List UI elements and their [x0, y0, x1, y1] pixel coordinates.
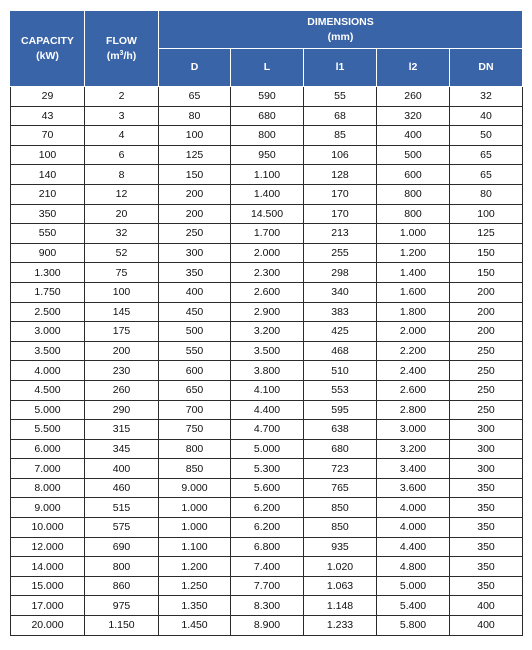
cell-l: 1.100 [231, 165, 304, 185]
cell-l1: 935 [304, 537, 377, 557]
cell-capacity: 70 [11, 126, 85, 146]
cell-l1: 170 [304, 184, 377, 204]
cell-flow: 460 [85, 478, 159, 498]
cell-d: 750 [159, 420, 231, 440]
cell-l2: 5.000 [377, 576, 450, 596]
cell-l1: 340 [304, 282, 377, 302]
cell-flow: 12 [85, 184, 159, 204]
cell-flow: 400 [85, 459, 159, 479]
cell-d: 1.000 [159, 498, 231, 518]
cell-flow: 6 [85, 145, 159, 165]
cell-l2: 600 [377, 165, 450, 185]
cell-l1: 723 [304, 459, 377, 479]
cell-capacity: 29 [11, 87, 85, 107]
cell-dn: 250 [450, 341, 523, 361]
cell-flow: 3 [85, 106, 159, 126]
cell-flow: 290 [85, 400, 159, 420]
cell-l: 1.400 [231, 184, 304, 204]
cell-capacity: 7.000 [11, 459, 85, 479]
table-row [11, 596, 523, 616]
cell-l: 7.700 [231, 576, 304, 596]
table-row [11, 459, 523, 479]
cell-capacity: 100 [11, 145, 85, 165]
header-capacity [11, 11, 85, 87]
cell-d: 150 [159, 165, 231, 185]
cell-flow: 75 [85, 263, 159, 283]
cell-capacity: 6.000 [11, 439, 85, 459]
cell-l2: 800 [377, 204, 450, 224]
table-row [11, 282, 523, 302]
cell-dn: 250 [450, 361, 523, 381]
cell-capacity: 43 [11, 106, 85, 126]
cell-l: 8.300 [231, 596, 304, 616]
cell-l1: 213 [304, 224, 377, 244]
cell-d: 125 [159, 145, 231, 165]
cell-l: 2.300 [231, 263, 304, 283]
cell-dn: 300 [450, 439, 523, 459]
table-row [11, 302, 523, 322]
cell-flow: 690 [85, 537, 159, 557]
cell-dn: 32 [450, 87, 523, 107]
header-d: D [159, 49, 231, 87]
cell-l: 5.000 [231, 439, 304, 459]
cell-l: 680 [231, 106, 304, 126]
cell-capacity: 3.500 [11, 341, 85, 361]
cell-capacity: 2.500 [11, 302, 85, 322]
table-row [11, 557, 523, 577]
cell-l: 4.700 [231, 420, 304, 440]
header-dimensions-unit: (mm) [327, 30, 354, 43]
cell-l: 4.400 [231, 400, 304, 420]
cell-flow: 575 [85, 518, 159, 538]
header-l2: l2 [377, 49, 450, 87]
cell-dn: 65 [450, 145, 523, 165]
cell-dn: 300 [450, 459, 523, 479]
cell-l1: 85 [304, 126, 377, 146]
table-row [11, 616, 523, 636]
cell-d: 550 [159, 341, 231, 361]
cell-l: 3.200 [231, 322, 304, 342]
table-row [11, 184, 523, 204]
cell-l1: 298 [304, 263, 377, 283]
header-dimensions-label: DIMENSIONS [307, 15, 374, 28]
cell-l1: 850 [304, 518, 377, 538]
cell-l2: 1.600 [377, 282, 450, 302]
cell-l2: 4.000 [377, 498, 450, 518]
cell-d: 400 [159, 282, 231, 302]
cell-d: 1.100 [159, 537, 231, 557]
cell-l2: 500 [377, 145, 450, 165]
cell-l1: 68 [304, 106, 377, 126]
cell-capacity: 14.000 [11, 557, 85, 577]
table-row [11, 165, 523, 185]
table-header [11, 11, 523, 87]
cell-dn: 200 [450, 302, 523, 322]
cell-dn: 300 [450, 420, 523, 440]
cell-l2: 3.400 [377, 459, 450, 479]
cell-l: 6.200 [231, 498, 304, 518]
cell-l2: 1.000 [377, 224, 450, 244]
cell-l1: 255 [304, 243, 377, 263]
header-capacity-label: CAPACITY [21, 34, 74, 47]
cell-l2: 5.800 [377, 616, 450, 636]
cell-dn: 40 [450, 106, 523, 126]
cell-l1: 553 [304, 380, 377, 400]
cell-l1: 170 [304, 204, 377, 224]
cell-l1: 1.233 [304, 616, 377, 636]
cell-l: 800 [231, 126, 304, 146]
cell-capacity: 3.000 [11, 322, 85, 342]
cell-l2: 400 [377, 126, 450, 146]
cell-l: 5.600 [231, 478, 304, 498]
header-dn: DN [450, 49, 523, 87]
cell-l1: 638 [304, 420, 377, 440]
cell-capacity: 1.300 [11, 263, 85, 283]
cell-l: 6.800 [231, 537, 304, 557]
cell-capacity: 210 [11, 184, 85, 204]
header-capacity-unit: (kW) [36, 49, 59, 62]
cell-l1: 510 [304, 361, 377, 381]
cell-l1: 468 [304, 341, 377, 361]
cell-dn: 350 [450, 557, 523, 577]
cell-dn: 125 [450, 224, 523, 244]
table-row [11, 126, 523, 146]
cell-dn: 400 [450, 596, 523, 616]
cell-dn: 200 [450, 282, 523, 302]
cell-l2: 4.400 [377, 537, 450, 557]
cell-l2: 2.400 [377, 361, 450, 381]
cell-dn: 150 [450, 243, 523, 263]
cell-l2: 2.000 [377, 322, 450, 342]
cell-capacity: 5.000 [11, 400, 85, 420]
cell-dn: 80 [450, 184, 523, 204]
cell-l: 14.500 [231, 204, 304, 224]
table-row [11, 341, 523, 361]
cell-l2: 1.800 [377, 302, 450, 322]
cell-flow: 800 [85, 557, 159, 577]
cell-l1: 425 [304, 322, 377, 342]
cell-flow: 32 [85, 224, 159, 244]
cell-dn: 400 [450, 616, 523, 636]
cell-flow: 200 [85, 341, 159, 361]
cell-flow: 860 [85, 576, 159, 596]
cell-l: 950 [231, 145, 304, 165]
cell-l: 3.500 [231, 341, 304, 361]
cell-l1: 680 [304, 439, 377, 459]
header-l: L [231, 49, 304, 87]
cell-dn: 150 [450, 263, 523, 283]
cell-l: 1.700 [231, 224, 304, 244]
cell-dn: 250 [450, 380, 523, 400]
cell-d: 600 [159, 361, 231, 381]
cell-capacity: 8.000 [11, 478, 85, 498]
cell-capacity: 4.000 [11, 361, 85, 381]
table-body [11, 87, 523, 636]
cell-dn: 65 [450, 165, 523, 185]
cell-l: 590 [231, 87, 304, 107]
cell-capacity: 20.000 [11, 616, 85, 636]
table-row [11, 478, 523, 498]
table-row [11, 243, 523, 263]
cell-l1: 55 [304, 87, 377, 107]
table-row [11, 204, 523, 224]
cell-l2: 3.200 [377, 439, 450, 459]
cell-capacity: 5.500 [11, 420, 85, 440]
cell-capacity: 550 [11, 224, 85, 244]
cell-d: 100 [159, 126, 231, 146]
cell-capacity: 17.000 [11, 596, 85, 616]
table-row [11, 87, 523, 107]
cell-l: 2.900 [231, 302, 304, 322]
cell-dn: 350 [450, 518, 523, 538]
cell-capacity: 15.000 [11, 576, 85, 596]
cell-flow: 2 [85, 87, 159, 107]
cell-flow: 8 [85, 165, 159, 185]
cell-d: 650 [159, 380, 231, 400]
cell-d: 250 [159, 224, 231, 244]
cell-l: 7.400 [231, 557, 304, 577]
cell-dn: 350 [450, 576, 523, 596]
header-row-top [11, 11, 523, 49]
cell-flow: 100 [85, 282, 159, 302]
cell-l: 3.800 [231, 361, 304, 381]
cell-d: 1.250 [159, 576, 231, 596]
cell-flow: 315 [85, 420, 159, 440]
header-flow-label: FLOW [106, 34, 137, 47]
table-row [11, 224, 523, 244]
cell-d: 200 [159, 184, 231, 204]
cell-dn: 250 [450, 400, 523, 420]
cell-l1: 1.020 [304, 557, 377, 577]
header-flow-unit: $(m^3/h)$ [106, 49, 137, 62]
cell-capacity: 1.750 [11, 282, 85, 302]
header-flow [85, 11, 159, 87]
table-row [11, 263, 523, 283]
cell-flow: 260 [85, 380, 159, 400]
cell-dn: 200 [450, 322, 523, 342]
cell-l1: 128 [304, 165, 377, 185]
table-row [11, 498, 523, 518]
table-row [11, 145, 523, 165]
cell-d: 300 [159, 243, 231, 263]
cell-d: 65 [159, 87, 231, 107]
cell-d: 700 [159, 400, 231, 420]
cell-d: 1.350 [159, 596, 231, 616]
cell-dn: 350 [450, 537, 523, 557]
cell-d: 500 [159, 322, 231, 342]
table-row [11, 361, 523, 381]
cell-l: 2.600 [231, 282, 304, 302]
cell-capacity: 4.500 [11, 380, 85, 400]
cell-flow: 52 [85, 243, 159, 263]
table-row [11, 322, 523, 342]
cell-l2: 5.400 [377, 596, 450, 616]
cell-flow: 145 [85, 302, 159, 322]
cell-d: 1.000 [159, 518, 231, 538]
cell-flow: 515 [85, 498, 159, 518]
cell-d: 800 [159, 439, 231, 459]
specifications-table [10, 10, 523, 636]
cell-d: 850 [159, 459, 231, 479]
cell-d: 450 [159, 302, 231, 322]
cell-l: 2.000 [231, 243, 304, 263]
cell-capacity: 12.000 [11, 537, 85, 557]
cell-l2: 2.200 [377, 341, 450, 361]
table-row [11, 439, 523, 459]
cell-flow: 345 [85, 439, 159, 459]
cell-l: 4.100 [231, 380, 304, 400]
cell-l2: 3.600 [377, 478, 450, 498]
cell-l2: 800 [377, 184, 450, 204]
cell-l2: 260 [377, 87, 450, 107]
cell-l1: 1.148 [304, 596, 377, 616]
cell-flow: 975 [85, 596, 159, 616]
cell-capacity: 10.000 [11, 518, 85, 538]
cell-l1: 106 [304, 145, 377, 165]
table-row [11, 537, 523, 557]
cell-flow: 1.150 [85, 616, 159, 636]
table-row [11, 380, 523, 400]
cell-dn: 350 [450, 498, 523, 518]
cell-l1: 765 [304, 478, 377, 498]
cell-l2: 2.600 [377, 380, 450, 400]
table-row [11, 576, 523, 596]
cell-d: 9.000 [159, 478, 231, 498]
cell-l2: 1.400 [377, 263, 450, 283]
header-dimensions [159, 11, 523, 49]
cell-l1: 383 [304, 302, 377, 322]
cell-l2: 4.800 [377, 557, 450, 577]
cell-l1: 850 [304, 498, 377, 518]
cell-l1: 1.063 [304, 576, 377, 596]
cell-l: 5.300 [231, 459, 304, 479]
cell-d: 1.450 [159, 616, 231, 636]
cell-l: 6.200 [231, 518, 304, 538]
cell-dn: 50 [450, 126, 523, 146]
cell-flow: 20 [85, 204, 159, 224]
cell-d: 80 [159, 106, 231, 126]
cell-capacity: 900 [11, 243, 85, 263]
cell-capacity: 140 [11, 165, 85, 185]
cell-l2: 1.200 [377, 243, 450, 263]
cell-flow: 4 [85, 126, 159, 146]
cell-l: 8.900 [231, 616, 304, 636]
cell-dn: 350 [450, 478, 523, 498]
table-row [11, 518, 523, 538]
cell-d: 350 [159, 263, 231, 283]
cell-flow: 175 [85, 322, 159, 342]
cell-l2: 3.000 [377, 420, 450, 440]
cell-d: 1.200 [159, 557, 231, 577]
cell-l1: 595 [304, 400, 377, 420]
table-row [11, 420, 523, 440]
cell-capacity: 9.000 [11, 498, 85, 518]
cell-l2: 320 [377, 106, 450, 126]
cell-capacity: 350 [11, 204, 85, 224]
cell-flow: 230 [85, 361, 159, 381]
cell-l2: 4.000 [377, 518, 450, 538]
header-l1: l1 [304, 49, 377, 87]
table-row [11, 400, 523, 420]
cell-d: 200 [159, 204, 231, 224]
cell-l2: 2.800 [377, 400, 450, 420]
cell-dn: 100 [450, 204, 523, 224]
table-row [11, 106, 523, 126]
